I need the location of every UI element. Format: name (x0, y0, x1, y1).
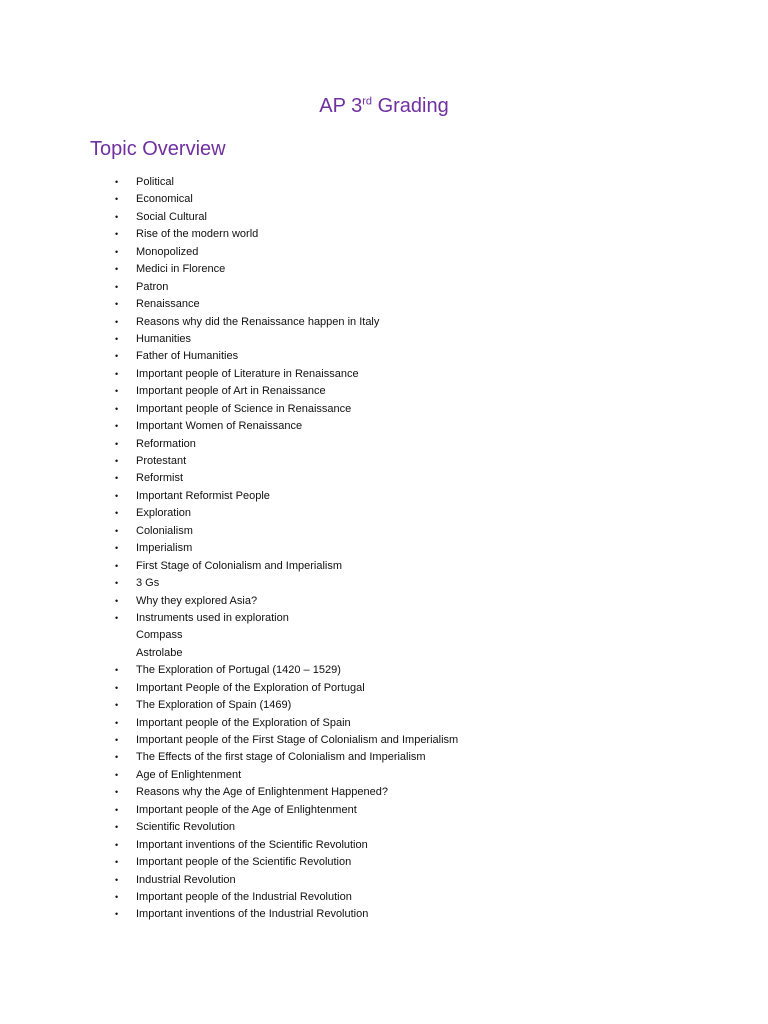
list-item (0, 401, 458, 418)
list-item (0, 383, 458, 400)
list-item-text: Imperialism (136, 542, 193, 555)
list-item-text: Instruments used in exploration (136, 611, 289, 624)
list-item (0, 314, 458, 331)
list-item (0, 662, 458, 679)
list-item (0, 279, 458, 296)
bullet-icon: • (115, 264, 119, 275)
list-item-text: Renaissance (136, 298, 200, 311)
bullet-icon: • (115, 578, 119, 589)
list-item-text: Economical (136, 193, 193, 206)
list-item (0, 453, 458, 470)
list-item-text: Important inventions of the Industrial Revolution (136, 908, 369, 921)
bullet-icon: • (115, 717, 119, 728)
list-item (0, 819, 458, 836)
bullet-icon: • (115, 438, 119, 449)
bullet-icon: • (115, 246, 119, 257)
list-item-text: Father of Humanities (136, 350, 239, 363)
bullet-icon: • (115, 456, 119, 466)
bullet-icon: • (115, 525, 119, 536)
document-title-rest: Grading (372, 95, 449, 117)
list-item (0, 366, 458, 383)
bullet-icon: • (115, 560, 119, 571)
list-item-text: Important people of the Age of Enlightenment (136, 803, 357, 816)
bullet-icon: • (115, 839, 119, 850)
list-item (0, 558, 458, 575)
list-item-text: Patron (136, 280, 169, 293)
list-item-text: The Effects of the first stage of Colonialism and Imperialism (136, 751, 426, 764)
list-item-text: Political (136, 176, 174, 188)
topic-list (0, 174, 458, 924)
bullet-icon: • (115, 368, 119, 379)
list-item-text: Important People of the Exploration of Portugal (136, 681, 365, 694)
bullet-icon: • (115, 700, 119, 711)
bullet-icon: • (115, 177, 119, 187)
list-item (0, 488, 458, 505)
document-title-superscript: rd (362, 95, 373, 108)
list-item-text: Reformation (136, 437, 196, 450)
list-item (0, 889, 458, 906)
bullet-icon: • (115, 421, 119, 432)
document-title (0, 92, 768, 120)
list-item-text: Compass (136, 629, 183, 642)
list-item-text: Colonialism (136, 524, 193, 537)
bullet-icon: • (115, 333, 119, 344)
list-item (0, 261, 458, 278)
bullet-icon: • (115, 543, 119, 554)
bullet-icon: • (115, 891, 119, 902)
list-item-text: Important people of the First Stage of Colonialism and Imperialism (136, 734, 459, 746)
list-item (0, 418, 458, 435)
list-item (0, 680, 458, 697)
list-item-text: Important people of the Industrial Revolution (136, 890, 352, 903)
bullet-icon: • (115, 316, 119, 327)
list-item (0, 837, 458, 854)
list-item (0, 226, 458, 243)
bullet-icon: • (115, 665, 119, 676)
bullet-icon: • (115, 857, 119, 868)
list-item-text: Reasons why did the Renaissance happen in Italy (136, 315, 380, 328)
list-item-text: First Stage of Colonialism and Imperialism (136, 559, 343, 572)
bullet-icon: • (115, 752, 119, 763)
list-item (0, 767, 458, 784)
bullet-icon: • (115, 473, 119, 484)
bullet-icon: • (115, 386, 119, 397)
list-item (0, 244, 458, 261)
list-item (0, 523, 458, 540)
bullet-icon: • (115, 351, 119, 362)
list-item-text: Why they explored Asia? (136, 594, 258, 607)
list-item-text: Important people of Art in Renaissance (136, 385, 326, 398)
section-heading: Topic Overview (90, 138, 226, 160)
bullet-icon: • (115, 612, 119, 623)
bullet-icon: • (115, 490, 119, 501)
list-item-text: The Exploration of Portugal (1420 – 1529) (136, 664, 341, 677)
list-item (0, 296, 458, 313)
sub-list-item (0, 627, 458, 644)
list-item-text: Important inventions of the Scientific Revolution (136, 838, 368, 851)
list-item-text: Industrial Revolution (136, 873, 236, 886)
list-item (0, 593, 458, 610)
bullet-icon: • (115, 508, 119, 519)
bullet-icon: • (115, 804, 119, 815)
list-item (0, 348, 458, 365)
list-item (0, 715, 458, 732)
list-item-text: The Exploration of Spain (1469) (136, 699, 292, 712)
list-item-text: Astrolabe (136, 646, 183, 659)
list-item (0, 906, 458, 923)
list-item-text: Rise of the modern world (136, 228, 259, 241)
list-item (0, 331, 458, 348)
list-item-text: Medici in Florence (136, 263, 226, 276)
list-item-text: Important people of the Exploration of Spain (136, 716, 351, 729)
bullet-icon: • (115, 194, 119, 205)
list-item-text: Important people of Literature in Renaissance (136, 367, 359, 380)
list-item (0, 732, 458, 749)
list-item (0, 749, 458, 766)
bullet-icon: • (115, 874, 119, 885)
bullet-icon: • (115, 787, 119, 798)
list-item-text: 3 Gs (136, 577, 160, 590)
bullet-icon: • (115, 769, 119, 780)
list-item-text: Age of Enlightenment (136, 768, 242, 781)
list-item (0, 610, 458, 627)
bullet-icon: • (115, 229, 119, 240)
bullet-icon: • (115, 595, 119, 606)
list-item-text: Scientific Revolution (136, 821, 236, 834)
bullet-icon: • (115, 822, 119, 833)
list-item-text: Important Women of Renaissance (136, 420, 303, 433)
list-item (0, 802, 458, 819)
list-item-text: Humanities (136, 332, 192, 345)
list-item-text: Exploration (136, 507, 192, 520)
list-item (0, 191, 458, 208)
list-item (0, 436, 458, 453)
list-item-text: Protestant (136, 455, 187, 467)
list-item-text: Important people of Science in Renaissance (136, 402, 352, 415)
list-item (0, 174, 458, 191)
bullet-icon: • (115, 281, 119, 292)
list-item (0, 505, 458, 522)
bullet-icon: • (115, 211, 119, 222)
list-item-text: Reformist (136, 472, 184, 485)
sub-list-item (0, 645, 458, 662)
list-item (0, 854, 458, 871)
list-item (0, 575, 458, 592)
list-item (0, 470, 458, 487)
list-item (0, 209, 458, 226)
list-item (0, 872, 458, 889)
list-item (0, 697, 458, 714)
list-item-text: Monopolized (136, 245, 199, 258)
bullet-icon: • (115, 909, 119, 920)
list-item (0, 784, 458, 801)
document-title-main: AP 3 (319, 95, 363, 117)
list-item-text: Social Cultural (136, 210, 207, 223)
list-item-text: Important Reformist People (136, 489, 270, 502)
bullet-icon: • (115, 299, 119, 310)
list-item-text: Reasons why the Age of Enlightenment Happened? (136, 786, 388, 799)
list-item (0, 540, 458, 557)
bullet-icon: • (115, 735, 119, 745)
list-item-text: Important people of the Scientific Revolution (136, 856, 352, 869)
bullet-icon: • (115, 682, 119, 693)
bullet-icon: • (115, 403, 119, 414)
